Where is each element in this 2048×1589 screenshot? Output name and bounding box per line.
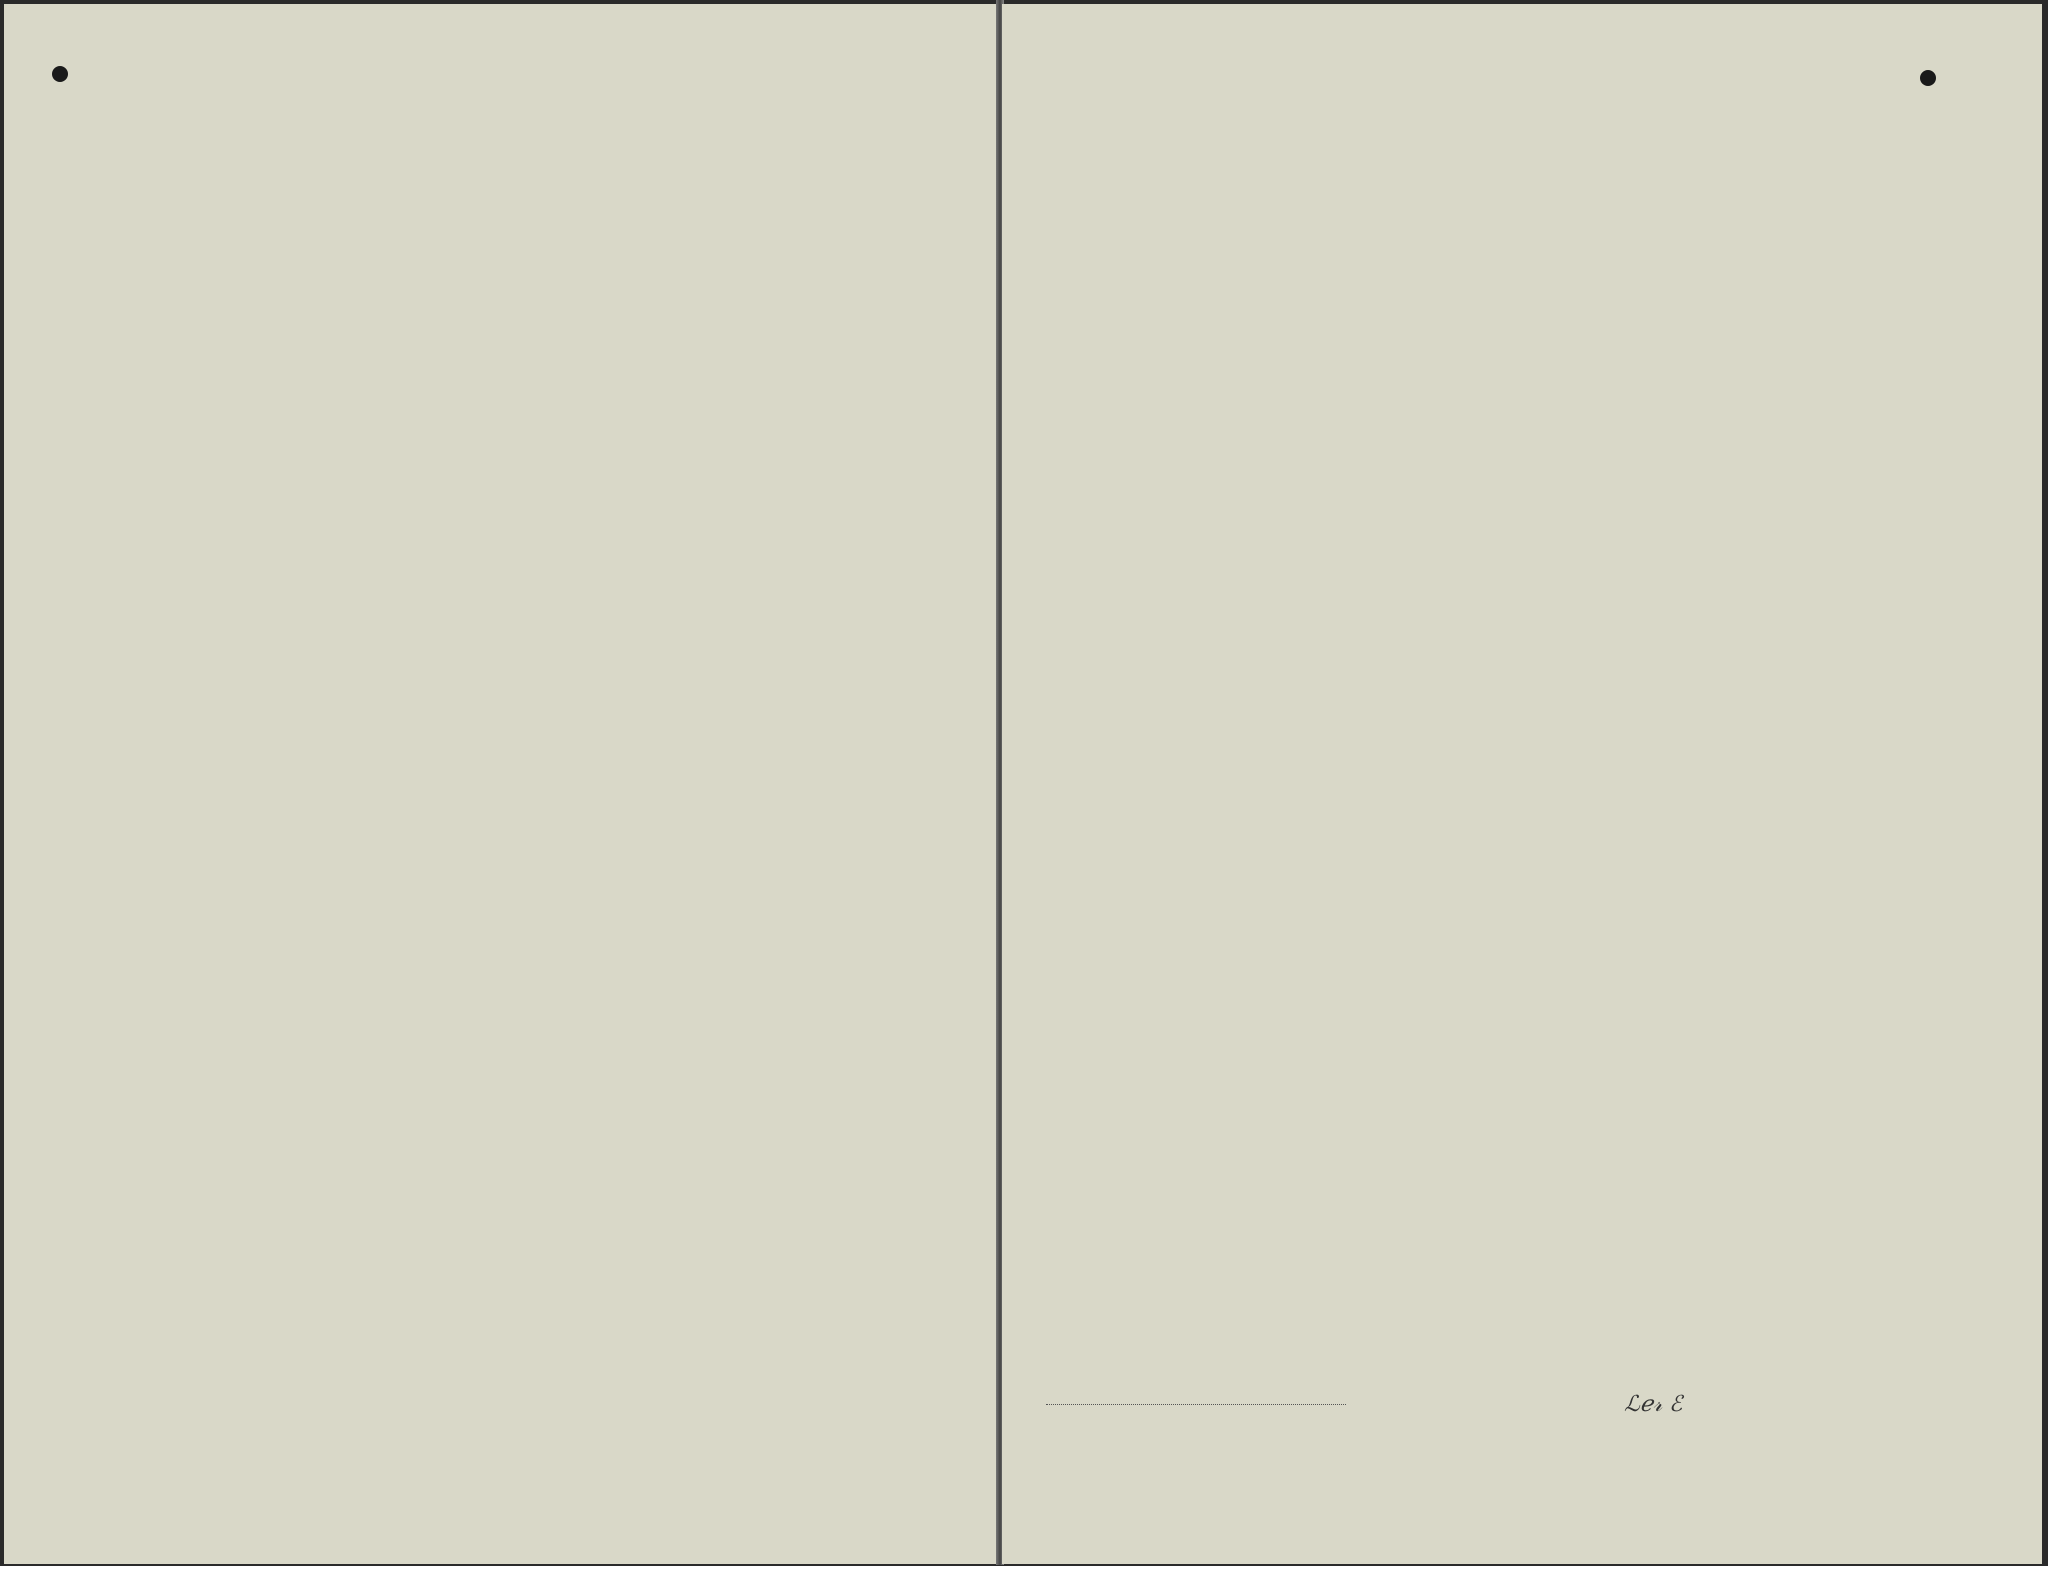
punch-hole bbox=[52, 66, 68, 82]
page-2 bbox=[1002, 4, 2042, 1564]
dotted-line bbox=[1046, 1404, 1346, 1405]
signature: ℒℯ𝓇 ℰ bbox=[1624, 1392, 1683, 1417]
page-1 bbox=[4, 4, 998, 1564]
punch-hole bbox=[1920, 70, 1936, 86]
footer-bar bbox=[0, 1566, 2048, 1589]
